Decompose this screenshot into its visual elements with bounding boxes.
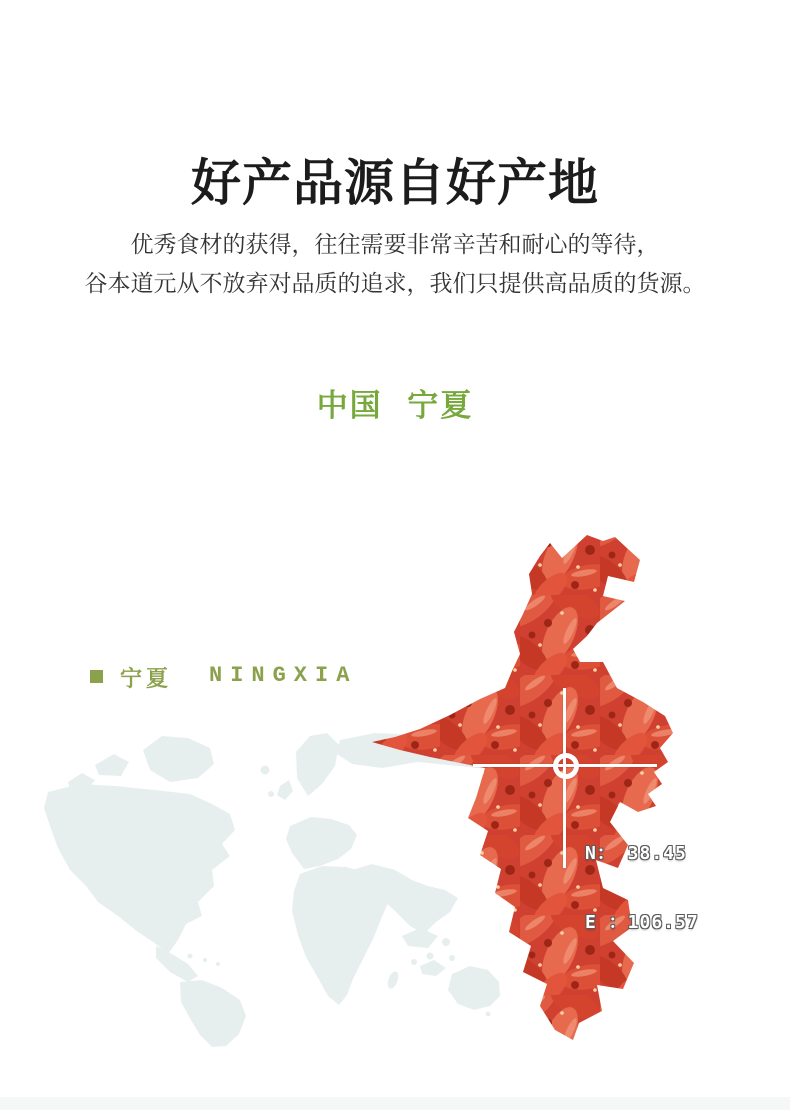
legend-region-en: NINGXIA (209, 663, 358, 688)
legend-square-icon (90, 670, 103, 683)
continent-south-america (180, 980, 246, 1047)
continent-scandinavia (296, 733, 339, 796)
legend-region-cn: 宁夏 (120, 666, 173, 691)
crosshair-ring-icon (553, 753, 579, 779)
continent-central-america (156, 946, 198, 982)
island-caribbean (216, 962, 220, 966)
continent-arctic-islands (95, 754, 129, 776)
island-caribbean (203, 958, 207, 962)
island-iceland (261, 766, 270, 775)
continent-europe (286, 817, 357, 869)
subtitle-line-2: 谷本道元从不放弃对品质的追求，我们只提供高品质的货源。 (84, 270, 706, 296)
page-title: 好产品源自好产地 (191, 155, 599, 211)
subtitle-line-1: 优秀食材的获得，往往需要非常辛苦和耐心的等待， (130, 231, 660, 257)
bottom-divider (0, 1097, 790, 1110)
longitude-value: E ：106.57 (585, 912, 699, 933)
continent-greenland (143, 736, 214, 782)
coordinates-label (585, 796, 699, 980)
continent-north-america (44, 784, 235, 954)
latitude-value: N： 38.45 (585, 843, 687, 864)
origin-label: 中国 宁夏 (316, 388, 474, 423)
island-caribbean (188, 954, 193, 959)
island-uk (277, 780, 293, 800)
island-ireland (268, 791, 274, 797)
